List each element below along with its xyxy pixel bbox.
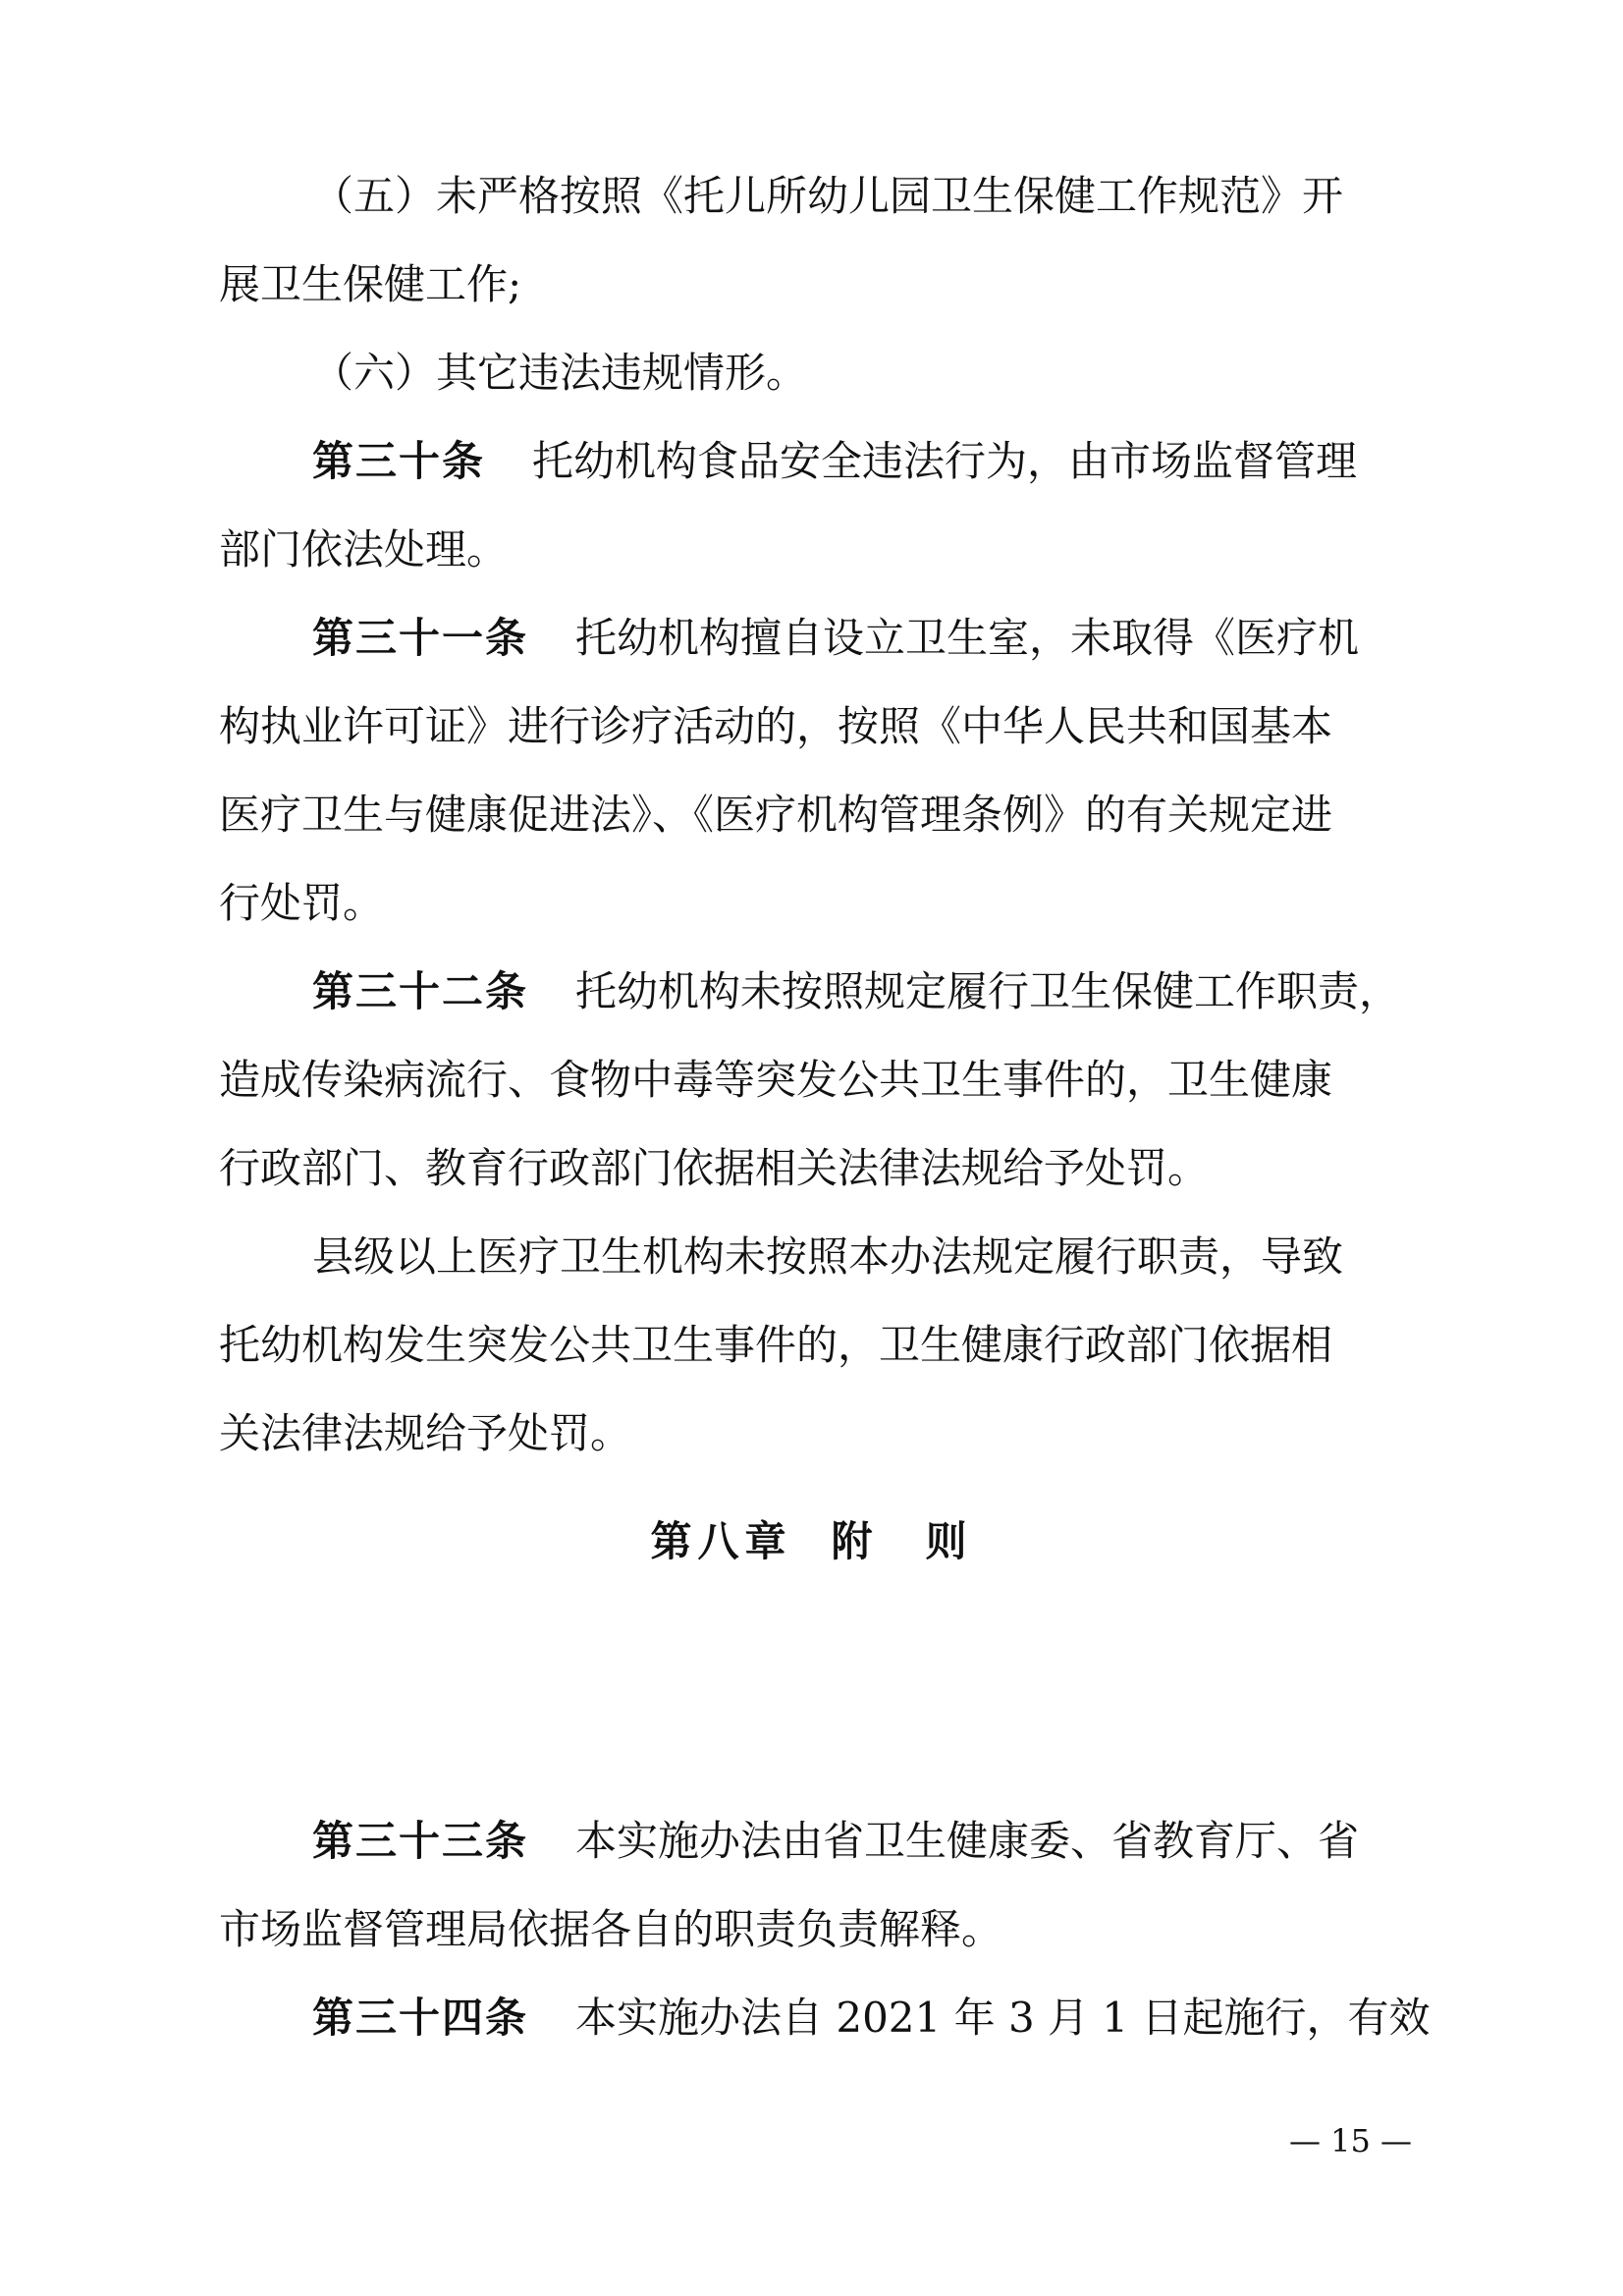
article-31-line-2: 构执业许可证》进行诊疗活动的，按照《中华人民共和国基本	[219, 702, 1333, 750]
paragraph-item-6-line-1: （六）其它违法违规情形。	[312, 349, 808, 397]
article-31-line-3: 医疗卫生与健康促进法》、《医疗机构管理条例》的有关规定进	[219, 791, 1333, 839]
article-32-label: 第三十二条	[312, 967, 529, 1015]
article-33-line-2: 市场监督管理局依据各自的职责负责解释。	[219, 1905, 1003, 1953]
article-34-line-1	[0, 1989, 1623, 2048]
paragraph-item-5-line-2: 展卫生保健工作;	[219, 260, 522, 308]
article-32-line-3: 行政部门、教育行政部门依据相关法律法规给予处罚。	[219, 1144, 1210, 1192]
article-30-text: 托幼机构食品安全违法行为，由市场监督管理	[532, 437, 1358, 485]
article-30-line-1	[0, 432, 1623, 491]
article-30-label: 第三十条	[312, 437, 486, 485]
article-31-line-1	[0, 609, 1623, 668]
article-32b-line-3: 关法律法规给予处罚。	[219, 1409, 632, 1457]
article-33-line-1	[0, 1812, 1623, 1871]
article-32b-line-2: 托幼机构发生突发公共卫生事件的，卫生健康行政部门依据相	[219, 1321, 1333, 1369]
article-30-line-2: 部门依法处理。	[219, 525, 509, 574]
article-31-text: 托幼机构擅自设立卫生室，未取得《医疗机	[575, 614, 1360, 662]
chapter-title: 第八章	[650, 1517, 792, 1565]
article-32-line-1	[0, 962, 1623, 1021]
article-32-line-2: 造成传染病流行、食物中毒等突发公共卫生事件的，卫生健康	[219, 1056, 1333, 1104]
article-31-label: 第三十一条	[312, 614, 529, 662]
article-32-text: 托幼机构未按照规定履行卫生保健工作职责，	[575, 967, 1401, 1015]
article-33-label: 第三十三条	[312, 1817, 529, 1865]
chapter-subtitle: 附 则	[831, 1517, 973, 1565]
article-31-line-4: 行处罚。	[219, 879, 385, 927]
page-number: — 15 —	[1288, 2122, 1412, 2159]
article-33-text: 本实施办法由省卫生健康委、省教育厅、省	[575, 1817, 1360, 1865]
article-34-label: 第三十四条	[312, 1994, 529, 2042]
paragraph-item-5-line-1: （五）未严格按照《托儿所幼儿园卫生保健工作规范》开	[312, 172, 1344, 220]
article-34-text: 本实施办法自 2021 年 3 月 1 日起施行，有效	[575, 1994, 1431, 2042]
article-32b-line-1: 县级以上医疗卫生机构未按照本办法规定履行职责，导致	[312, 1232, 1344, 1281]
chapter-heading	[0, 1512, 1623, 1571]
